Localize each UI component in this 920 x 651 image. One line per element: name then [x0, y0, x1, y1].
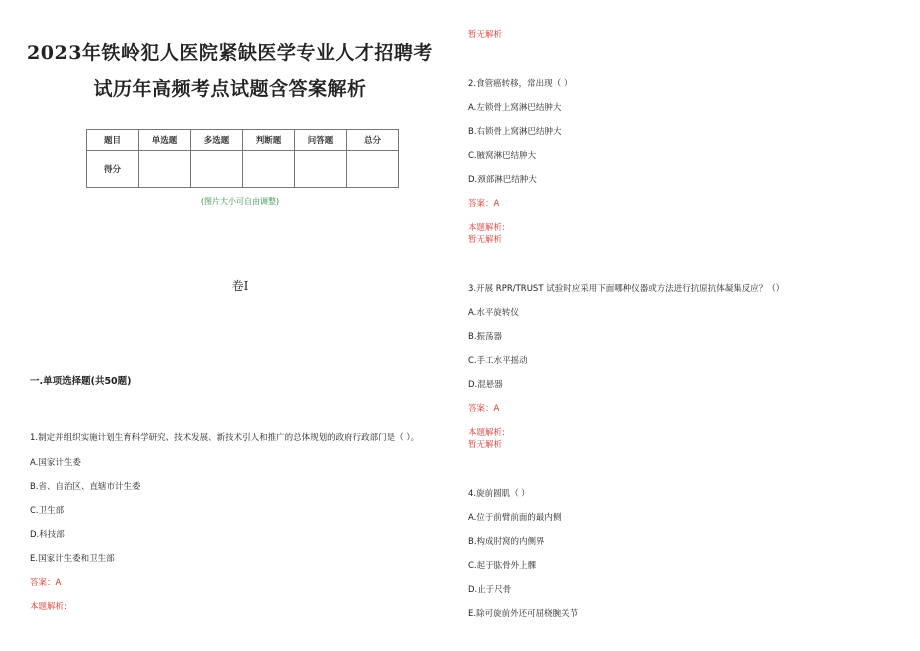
- option[interactable]: B.省、自治区、直辖市计生委: [30, 482, 141, 492]
- question-stem: 2.食管癌转移，常出现（ ）: [468, 79, 573, 89]
- score-cell[interactable]: [139, 151, 191, 188]
- option[interactable]: B.右锁骨上窝淋巴结肿大: [468, 127, 562, 137]
- analysis-label: 本题解析:: [468, 223, 505, 233]
- question-stem: 4.旋前圆肌（ ）: [468, 489, 530, 499]
- option[interactable]: A.水平旋转仪: [468, 308, 519, 318]
- answer-text: 答案：A: [30, 578, 62, 588]
- analysis-label: 本题解析:: [30, 602, 67, 612]
- option[interactable]: C.腋窝淋巴结肿大: [468, 151, 537, 161]
- score-header-cell: 总分: [347, 130, 399, 151]
- analysis-text: 暂无解析: [468, 30, 503, 40]
- volume-label: 卷Ⅰ: [231, 279, 249, 293]
- question-stem: 3.开展 RPR/TRUST 试验时应采用下面哪种仪器或方法进行抗原抗体凝集反应？（）: [468, 284, 785, 294]
- option[interactable]: E.国家计生委和卫生部: [30, 554, 115, 564]
- option[interactable]: A.左锁骨上窝淋巴结肿大: [468, 103, 562, 113]
- score-cell[interactable]: [347, 151, 399, 188]
- option[interactable]: B.振荡器: [468, 332, 503, 342]
- option[interactable]: C.卫生部: [30, 506, 65, 516]
- score-table-header-row: [87, 130, 399, 151]
- score-cell[interactable]: [191, 151, 243, 188]
- answer-text: 答案：A: [468, 199, 500, 209]
- section-title: 一.单项选择题(共50题): [30, 376, 132, 387]
- option[interactable]: A.位于前臂前面的最内侧: [468, 513, 562, 523]
- option[interactable]: B.构成肘窝的内侧界: [468, 537, 545, 547]
- score-table-score-row: [87, 151, 399, 188]
- image-caption: (图片大小可自由调整): [200, 197, 280, 206]
- option[interactable]: D.混悬器: [468, 380, 503, 390]
- option[interactable]: D.颈部淋巴结肿大: [468, 175, 537, 185]
- score-header-cell: 问答题: [295, 130, 347, 151]
- option[interactable]: E.除可旋前外还可屈桡腕关节: [468, 609, 579, 619]
- analysis-text: 暂无解析: [468, 440, 503, 450]
- option[interactable]: C.手工水平摇动: [468, 356, 528, 366]
- option[interactable]: A.国家计生委: [30, 458, 81, 468]
- score-cell[interactable]: [243, 151, 295, 188]
- answer-text: 答案：A: [468, 404, 500, 414]
- score-row-label: 得分: [87, 151, 139, 188]
- option[interactable]: C.起于肱骨外上髁: [468, 561, 537, 571]
- page-title-line2: 试历年高频考点试题含答案解析: [93, 78, 367, 100]
- question-stem: 1.制定并组织实施计划生育科学研究、技术发展、新技术引人和推广的总体规划的政府行政部门是（ ）。: [30, 433, 420, 443]
- analysis-label: 本题解析:: [468, 428, 505, 438]
- page-title-line1: 2023年铁岭犯人医院紧缺医学专业人才招聘考: [27, 42, 433, 64]
- score-header-cell: 判断题: [243, 130, 295, 151]
- option[interactable]: D.科技部: [30, 530, 65, 540]
- score-header-cell: 题目: [87, 130, 139, 151]
- option[interactable]: D.止于尺骨: [468, 585, 512, 595]
- score-header-cell: 多选题: [191, 130, 243, 151]
- score-table: [86, 129, 399, 188]
- score-cell[interactable]: [295, 151, 347, 188]
- score-header-cell: 单选题: [139, 130, 191, 151]
- analysis-text: 暂无解析: [468, 235, 503, 245]
